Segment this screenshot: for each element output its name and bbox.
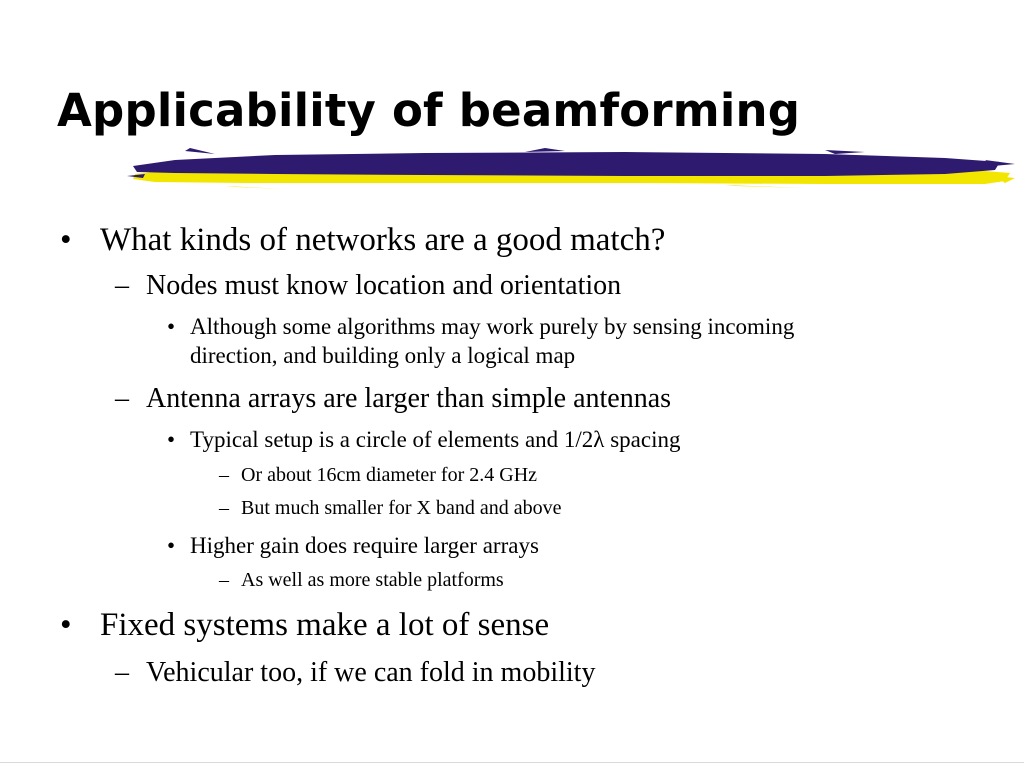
bullet-level3-algorithms-line2: direction, and building only a logical map (190, 343, 576, 368)
bullet-level2-vehicular: Vehicular too, if we can fold in mobility (146, 657, 596, 688)
bullet-marker: • (167, 427, 176, 452)
bullet-level2-antenna-arrays: Antenna arrays are larger than simple antennas (146, 383, 672, 414)
dash-marker: – (115, 270, 129, 301)
bullet-level4-stable-platforms: As well as more stable platforms (241, 569, 504, 591)
dash-marker: – (219, 569, 229, 591)
bottom-divider (0, 762, 1024, 763)
bullet-level3-typical-setup: Typical setup is a circle of elements and 1/2λ spacing (190, 427, 681, 452)
dash-marker: – (219, 464, 229, 486)
bullet-marker: • (60, 222, 72, 258)
bullet-level3-higher-gain: Higher gain does require larger arrays (190, 533, 539, 558)
bullet-level1-fixed-systems: Fixed systems make a lot of sense (100, 607, 550, 643)
slide-title: Applicability of beamforming (57, 84, 801, 137)
title-brush-underline (125, 148, 1015, 192)
bullet-level4-x-band: But much smaller for X band and above (241, 497, 562, 519)
bullet-marker: • (60, 607, 72, 643)
bullet-level3-algorithms-line1: Although some algorithms may work purely by sensing incoming (190, 314, 795, 339)
dash-marker: – (115, 657, 129, 688)
dash-marker: – (115, 383, 129, 414)
bullet-marker: • (167, 314, 176, 339)
dash-marker: – (219, 497, 229, 519)
bullet-level2-location: Nodes must know location and orientation (146, 270, 622, 301)
bullet-marker: • (167, 533, 176, 558)
bullet-level4-diameter: Or about 16cm diameter for 2.4 GHz (241, 464, 538, 486)
bullet-level1-networks: What kinds of networks are a good match? (100, 222, 666, 258)
